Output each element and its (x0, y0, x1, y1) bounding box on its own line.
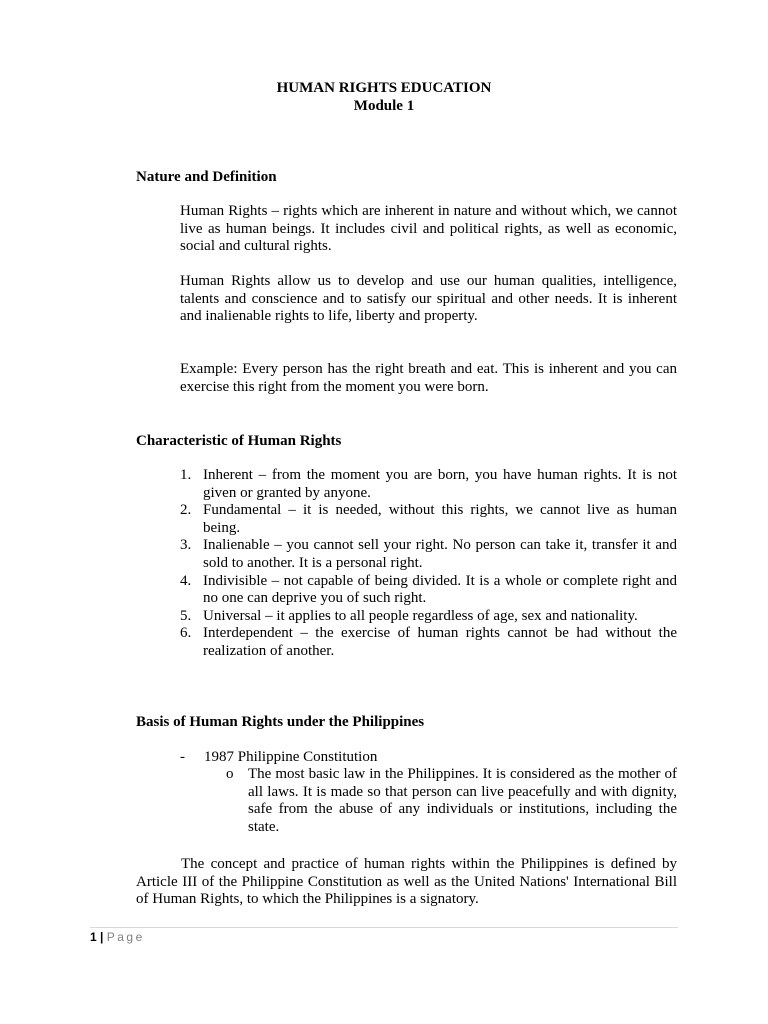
page-number: 1 (90, 930, 97, 944)
list-item (180, 467, 677, 502)
paragraph-concept: The concept and practice of human rights within the Philippines is defined by Article III of the Philippine Constitution as well as the United Nations' International Bill of Human Rights, to which the Philippines is a signatory. (136, 856, 677, 908)
list-item (180, 537, 677, 572)
paragraph-human-qualities: Human Rights allow us to develop and use our human qualities, intelligence, talents and conscience and to satisfy our spiritual and other needs. It is inherent and inalienable rights to life, liberty and property. (180, 273, 677, 325)
list-item-text: Fundamental – it is needed, without this rights, we cannot live as human being. (203, 502, 677, 536)
document-subtitle: Module 1 (353, 98, 415, 114)
list-number: 4. (180, 572, 192, 589)
paragraph-example: Example: Every person has the right breath and eat. This is inherent and you can exercise this right from the moment you were born. (180, 361, 677, 395)
footer-divider (90, 927, 678, 928)
section-heading-nature: Nature and Definition (136, 169, 277, 185)
document-title: HUMAN RIGHTS EDUCATION (276, 80, 492, 96)
list-number: 3. (180, 537, 192, 554)
list-number: 6. (180, 625, 192, 642)
circle-bullet-marker: o (226, 766, 234, 782)
dash-marker: - (180, 749, 185, 765)
constitution-label: 1987 Philippine Constitution (204, 749, 378, 765)
list-item (180, 502, 677, 537)
list-item-text: Inalienable – you cannot sell your right. No person can take it, transfer it and sold to another. It is a personal right. (203, 537, 677, 571)
section-heading-characteristics: Characteristic of Human Rights (136, 433, 342, 449)
constitution-description-text: The most basic law in the Philippines. It is considered as the mother of all laws. It is made so that person can live peacefully and with dignity, safe from the abuse of any individuals or institutions, including the state. (248, 766, 677, 835)
page-label: Page (106, 930, 145, 944)
page-footer (90, 930, 145, 944)
list-item-text: Inherent – from the moment you are born, you have human rights. It is not given or granted by anyone. (203, 467, 677, 501)
list-number: 2. (180, 502, 192, 519)
characteristics-list (180, 467, 677, 661)
list-item (180, 625, 677, 660)
section-heading-basis: Basis of Human Rights under the Philippines (136, 714, 425, 730)
list-number: 1. (180, 467, 192, 483)
list-item (180, 573, 677, 608)
list-item-text: Indivisible – not capable of being divided. It is a whole or complete right and no one can deprive you of such right. (203, 572, 677, 607)
list-item-text: Interdependent – the exercise of human rights cannot be had without the realization of another. (203, 625, 677, 659)
list-item (180, 608, 677, 626)
constitution-description (226, 766, 677, 836)
list-number: 5. (180, 607, 192, 624)
paragraph-definition: Human Rights – rights which are inherent in nature and without which, we cannot live as human beings. It includes civil and political rights, as well as economic, social and cultural rights. (180, 203, 677, 255)
footer-separator: | (100, 930, 104, 944)
list-item-text: Universal – it applies to all people regardless of age, sex and nationality. (203, 607, 638, 624)
